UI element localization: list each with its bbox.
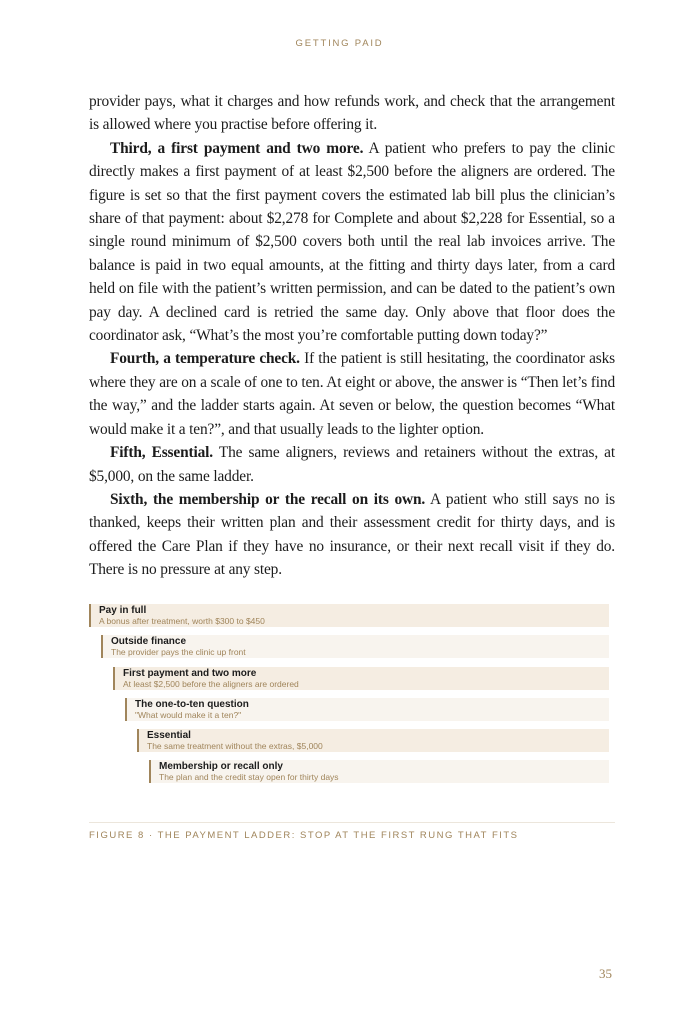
paragraph-sixth [89,488,615,582]
rung-title: Outside finance [111,636,187,647]
paragraph-text: provider pays, what it charges and how refunds work, and check that the arrangement is allowed where you practise before offering it. [89,93,615,134]
rung-subtitle: "What would make it a ten?" [135,710,242,720]
rung-title: Membership or recall only [159,761,283,772]
page-number: 35 [599,966,612,981]
rung-title: Pay in full [99,605,147,616]
rung-title: First payment and two more [123,668,257,679]
paragraph-continued [89,90,615,137]
ladder-rung-membership-recall [149,760,609,783]
rung-subtitle: The plan and the credit stay open for thirty days [159,772,339,782]
paragraph-fifth [89,441,615,488]
running-head: GETTING PAID [295,38,384,49]
paragraph-text: The same aligners, reviews and retainers without the extras, at $5,000, on the same ladder. [89,444,615,485]
paragraph-lead: Sixth, the membership or the recall on its own. [110,490,426,508]
rung-title: The one-to-ten question [135,699,249,710]
paragraph-lead: Fourth, a temperature check. [110,350,300,368]
paragraph-text: A patient who still says no is thanked, keeps their written plan and their assessment credit for thirty days, and is offered the Care Plan if they have no insurance, or their next recall visit if they do. There is no pressure at any step. [89,490,615,579]
paragraph-fourth [89,347,615,441]
paragraph-third [89,137,615,348]
paragraph-text: A patient who prefers to pay the clinic directly makes a first payment of at least $2,500 before the aligners are ordered. The figure is set so that the first payment covers the estimated lab bill plus the clinician’s share of that payment: about $2,278 for Complete and about $2,228 for Essential, so a single round minimum of $2,500 covers both until the real lab invoices arrive. The balance is paid in two equal amounts, at the fitting and thirty days later, from a card held on file with the patient’s written permission, and can be dated to the patient’s own pay day. A declined card is retried the same day. Only above that floor does the coordinator ask, “What’s the most you’re comfortable putting down today?” [89,139,615,345]
paragraph-lead: Third, a first payment and two more. [110,139,364,157]
rung-subtitle: At least $2,500 before the aligners are ordered [123,679,299,689]
caption-divider [89,822,615,823]
paragraph-lead: Fifth, Essential. [110,444,213,462]
rung-subtitle: The same treatment without the extras, $5,000 [147,741,323,751]
rung-subtitle: A bonus after treatment, worth $300 to $450 [99,616,265,626]
ladder-rung-essential [137,729,609,752]
ladder-rung-pay-in-full [89,604,609,627]
body-text [89,90,615,582]
rung-subtitle: The provider pays the clinic up front [111,647,246,657]
paragraph-text: If the patient is still hesitating, the coordinator asks where they are on a scale of one to ten. At eight or above, the answer is “Then let’s find the way,” and the ladder starts again. At seven or below, the question becomes “What would make it a ten?”, and that usually leads to the lighter option. [89,350,616,438]
ladder-rung-one-to-ten [125,698,609,721]
ladder-rung-first-payment [113,667,609,690]
rung-title: Essential [147,730,191,741]
figure-caption: FIGURE 8 · THE PAYMENT LADDER: STOP AT THE FIRST RUNG THAT FITS [89,830,519,841]
ladder-rung-outside-finance [101,635,609,658]
